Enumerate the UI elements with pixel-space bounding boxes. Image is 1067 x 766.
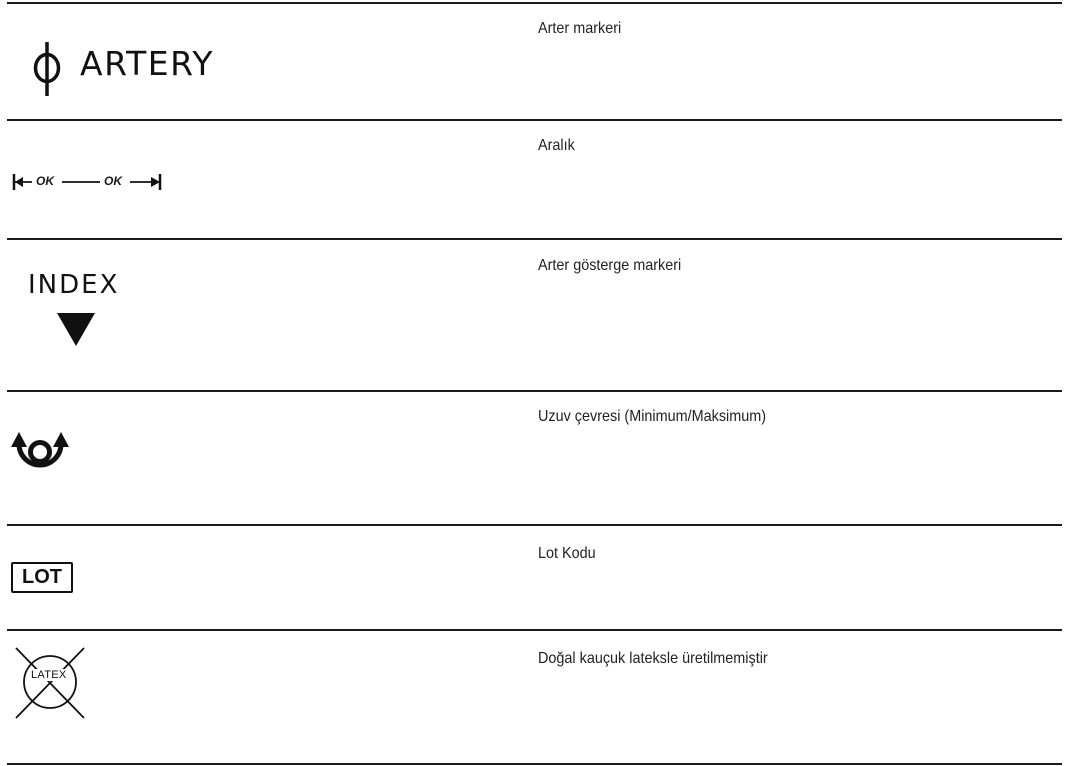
table-rule-5 [7, 629, 1062, 631]
row-description-lot: Lot Kodu [538, 545, 596, 562]
row-description-limb: Uzuv çevresi (Minimum/Maksimum) [538, 408, 767, 425]
latex-free-icon [8, 640, 92, 720]
artery-marker-icon [30, 40, 230, 100]
index-label: INDEX [28, 270, 120, 300]
row-description-index: Arter gösterge markeri [538, 257, 682, 274]
range-ok-right: OK [104, 174, 122, 188]
row-description-range: Aralık [538, 137, 575, 154]
table-rule-top [7, 2, 1062, 4]
range-icon [12, 171, 172, 193]
table-rule-1 [7, 119, 1062, 121]
row-description-artery: Arter markeri [538, 20, 622, 37]
limb-circumference-icon [10, 420, 70, 476]
lot-code-icon [11, 562, 73, 593]
range-ok-left: OK [36, 174, 54, 188]
lot-label: LOT [22, 566, 62, 588]
table-rule-2 [7, 238, 1062, 240]
index-marker-icon [28, 268, 128, 350]
row-description-latex: Doğal kauçuk lateksle üretilmemiştir [538, 650, 768, 667]
latex-label: LATEX [31, 669, 67, 681]
artery-label: ARTERY [80, 44, 215, 83]
table-rule-4 [7, 524, 1062, 526]
table-rule-3 [7, 390, 1062, 392]
table-rule-bottom [7, 763, 1062, 765]
